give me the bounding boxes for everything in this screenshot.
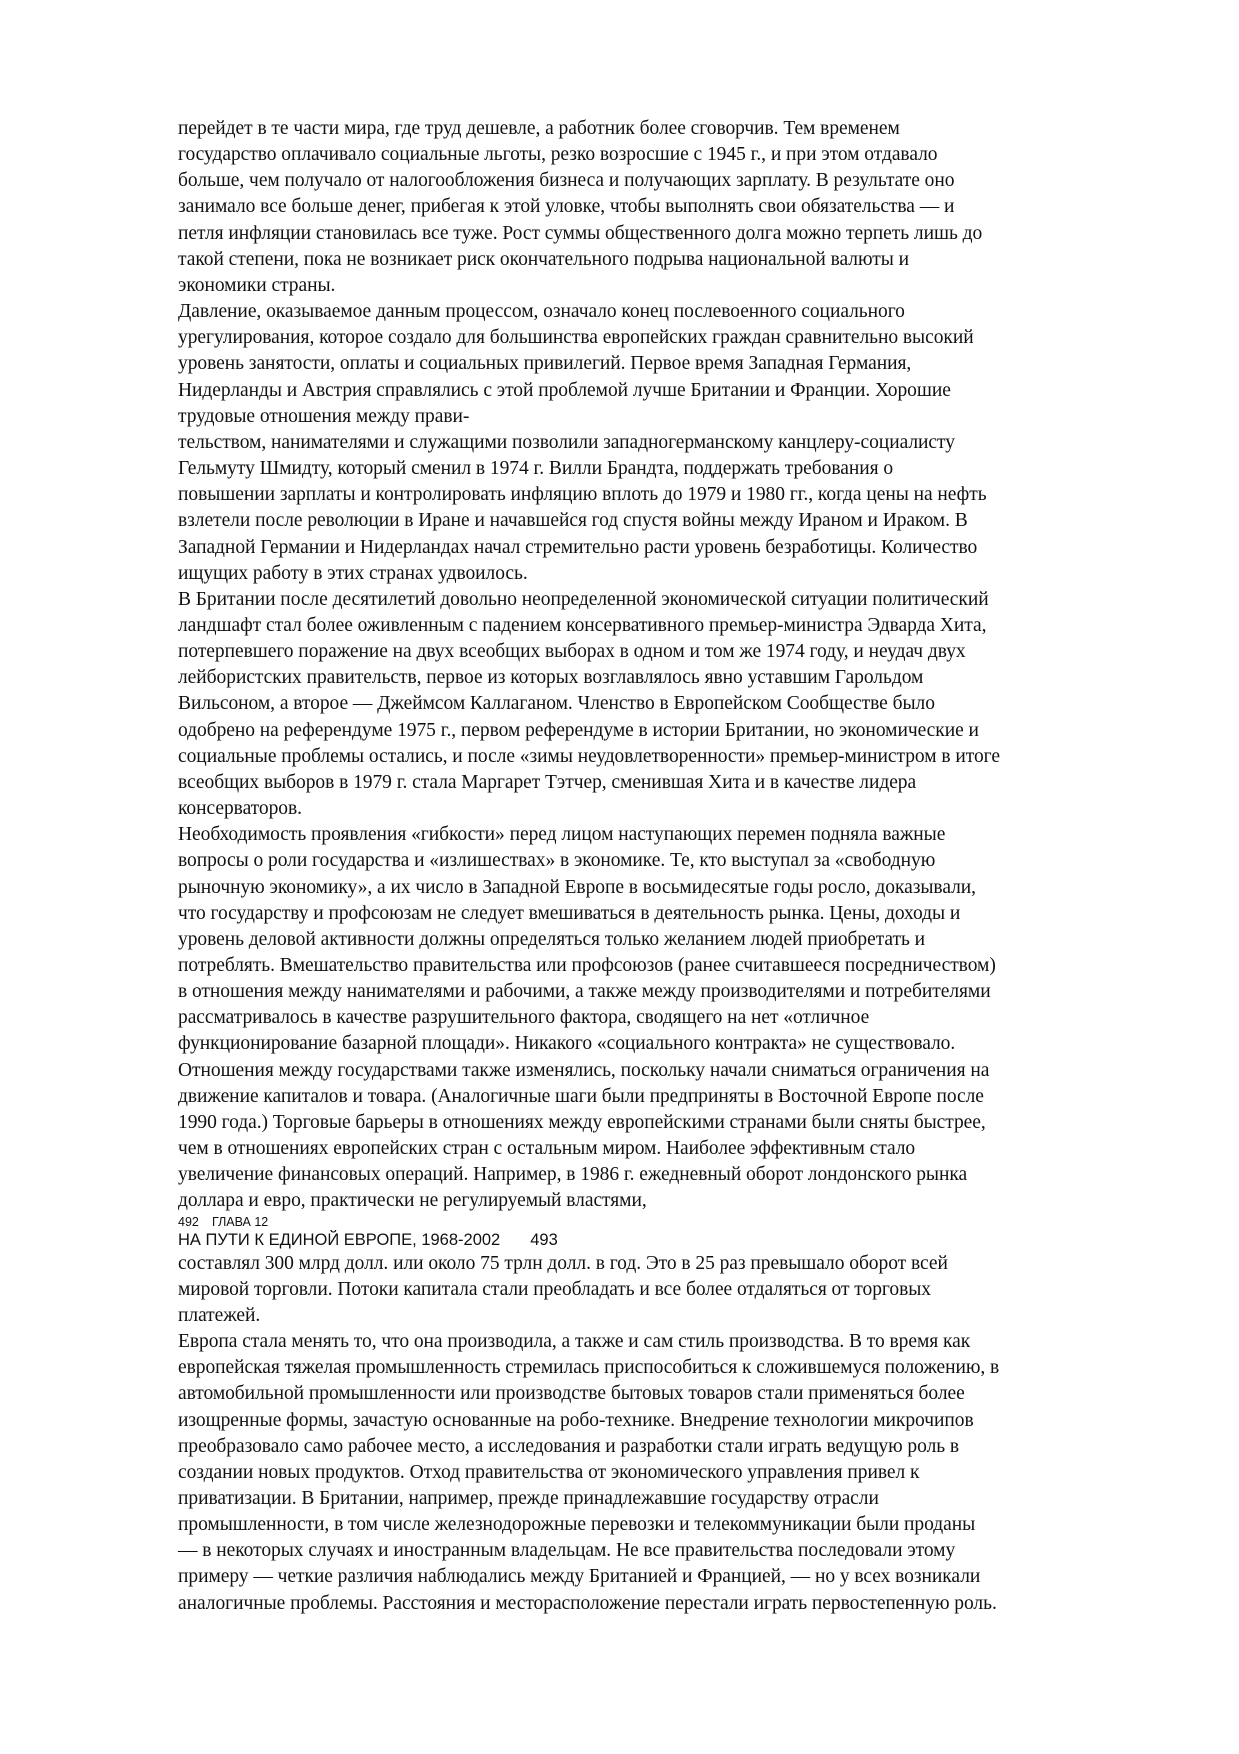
paragraph-turnover: составлял 300 млрд долл. или около 75 трлн долл. в год. Это в 25 раз превышало оборот всей мировой торговли. Потоки капитала стали преобладать и все более отдаляться от торговых платежей. [178, 1252, 948, 1326]
running-title: НА ПУТИ К ЕДИНОЙ ЕВРОПЕ, 1968-2002 [178, 1230, 501, 1249]
paragraph-production-change: Европа стала менять то, что она производила, а также и сам стиль производства. В то время как европейская тяжелая промышленность стремилась приспособиться к сложившемуся положению, в автомобильной промышленности или производстве бытовых товаров стали применяться более изощренные формы, зачастую основанные на робо-технике. Внедрение технологии микрочипов преобразовало само рабочее место, а исследования и разработки стали играть ведущую роль в создании новых продуктов. Отход правительства от экономического управления привел к приватизации. В Британии, например, прежде принадлежавшие государству отрасли промышленности, в том числе железнодорожные перевозки и телекоммуникации были проданы — в некоторых случаях и иностранным владельцам. Не все правительства последовали этому примеру — четкие различия наблюдались между Британией и Францией, — но у всех возникали аналогичные проблемы. Расстояния и месторасположение перестали играть первостепенную роль. [178, 1331, 1000, 1614]
paragraph-social-settlement: Давление, оказываемое данным процессом, означало конец послевоенного социального урегулирования, которое создало для большинства европейских граждан сравнительно высокий уровень занятости, оплаты и социальных привилегий. Первое время Западная Германия, Нидерланды и Австрия справлялись с этой проблемой лучше Британии и Франции. Хорошие трудовые отношения между прави- [178, 301, 974, 427]
paragraph-flexibility: Необходимость проявления «гибкости» перед лицом наступающих перемен подняла важные вопросы о роли государства и «излишествах» в экономике. Те, кто выступал за «свободную рыночную экономику», а их число в Западной Европе в восьмидесятые годы росло, доказывали, что государству и профсоюзам не следует вмешиваться в деятельность рынка. Цены, доходы и уровень деловой активности должны определяться только желанием людей приобретать и потреблять. Вмешательство правительства или профсоюзов (ранее считавшееся посредничеством) в отношения между нанимателями и рабочими, а также между производителями и потребителями рассматривалось в качестве разрушительного фактора, сводящего на нет «отличное функционирование базарной площади». Никакого «социального контракта» не существовало. [178, 824, 996, 1055]
right-page-number: 493 [530, 1230, 558, 1249]
paragraph-capital-movement: Отношения между государствами также изменялись, поскольку начали сниматься ограничения на движение капиталов и товара. (Аналогичные шаги были предприняты в Восточной Европе после 1990 года.) Торговые барьеры в отношениях между европейскими странами были сняты быстрее, чем в отношениях европейских стран с остальным миром. Наиболее эффективным стало увеличение финансовых операций. Например, в 1986 г. ежедневный оборот лондонского рынка доллара и евро, практически не регулируемый властями, [178, 1059, 990, 1212]
left-chapter-label: ГЛАВА 12 [212, 1214, 269, 1229]
paragraph-inflation: перейдет в те части мира, где труд дешевле, а работник более сговорчив. Тем временем государство оплачивало социальные льготы, резко возросшие с 1945 г., и при этом отдавало больше, чем получало от налогообложения бизнеса и получающих зарплату. В результате оно занимало все больше денег, прибегая к этой уловке, чтобы выполнять свои обязательства — и петля инфляции становилась все туже. Рост суммы общественного долга можно терпеть лишь до такой степени, пока не возникает риск окончательного подрыва национальной валюты и экономики страны. [178, 118, 983, 296]
paragraph-west-germany: тельством, нанимателями и служащими позволили западногерманскому канцлеру-социалисту Гельмуту Шмидту, который сменил в 1974 г. Вилли Брандта, поддержать требования о повышении зарплаты и контролировать инфляцию вплоть до 1979 и 1980 гг., когда цены на нефть взлетели после революции в Иране и начавшейся год спустя войны между Ираном и Ираком. В Западной Германии и Нидерландах начал стремительно расти уровень безработицы. Количество ищущих работу в этих странах удвоилось. [178, 431, 987, 584]
paragraph-britain: В Британии после десятилетий довольно неопределенной экономической ситуации политический ландшафт стал более оживленным с падением консервативного премьер-министра Эдварда Хита, потерпевшего поражение на двух всеобщих выборах в одном и том же 1974 году, и неудач двух лейбористских правительств, первое из которых возглавлялось явно уставшим Гарольдом Вильсоном, а второе — Джеймсом Каллаганом. Членство в Европейском Сообществе было одобрено на референдуме 1975 г., первом референдуме в истории Британии, но экономические и социальные проблемы остались, и после «зимы неудовлетворенности» премьер-министром в итоге всеобщих выборов в 1979 г. стала Маргарет Тэтчер, сменившая Хита и в качестве лидера консерваторов. [178, 588, 1000, 820]
running-header-right [178, 1229, 1158, 1251]
running-header-left [178, 1215, 1158, 1229]
left-page-number: 492 [178, 1214, 199, 1229]
document-page [178, 116, 1158, 1617]
